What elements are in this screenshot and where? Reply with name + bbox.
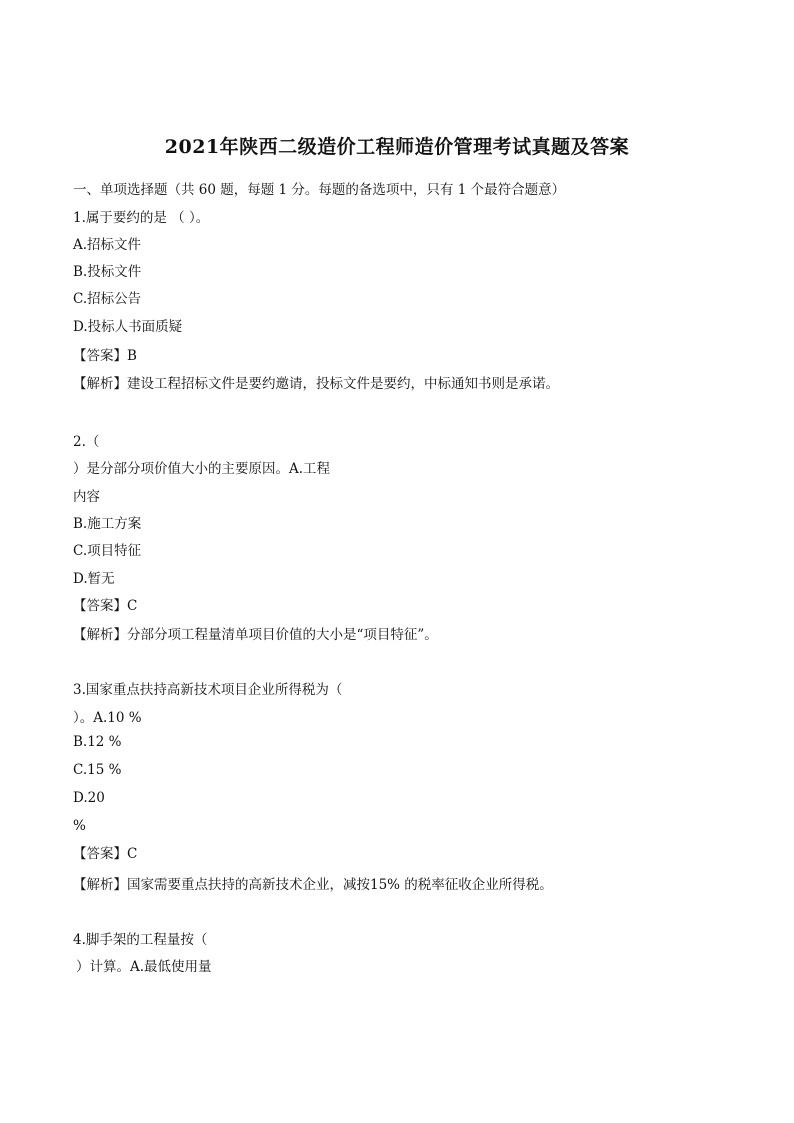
question-3-option-d-unit: % <box>73 818 86 834</box>
question-3-analysis: 【解析】国家需要重点扶持的高新技术企业，减按15% 的税率征收企业所得税。 <box>73 877 553 893</box>
question-1-option-a: A.招标文件 <box>73 237 142 253</box>
question-1-analysis: 【解析】建设工程招标文件是要约邀请，投标文件是要约，中标通知书则是承诺。 <box>73 376 559 392</box>
question-4-stem: 4.脚手架的工程量按（ <box>73 932 208 948</box>
question-1-answer: 【答案】B <box>73 348 137 364</box>
question-3-option-d: D.20 <box>73 790 105 806</box>
question-4-stem-cont: ）计算。A.最低使用量 <box>76 959 212 975</box>
question-1-stem: 1.属于要约的是 （ ）。 <box>73 210 210 226</box>
question-1-option-c: C.招标公告 <box>73 291 142 307</box>
question-2-option-a-cont: 内容 <box>73 489 100 505</box>
page-title: 2021年陕西二级造价工程师造价管理考试真题及答案 <box>164 136 630 158</box>
question-2-option-d: D.暂无 <box>73 571 115 587</box>
question-2-stem-cont: ）是分部分项价值大小的主要原因。A.工程 <box>73 461 331 477</box>
question-3-option-a: ）。A.10 % <box>73 710 142 726</box>
question-2-stem: 2.（ <box>73 434 100 450</box>
question-2-option-c: C.项目特征 <box>73 543 142 559</box>
question-1-option-d: D.投标人书面质疑 <box>73 319 183 335</box>
question-3-option-b: B.12 % <box>73 734 122 750</box>
question-2-answer: 【答案】C <box>73 598 138 614</box>
question-1-option-b: B.投标文件 <box>73 264 142 280</box>
question-3-option-c: C.15 % <box>73 762 122 778</box>
question-3-answer: 【答案】C <box>73 846 138 862</box>
section-heading: 一、单项选择题（共 60 题，每题 1 分。每题的备选项中，只有 1 个最符合题意） <box>73 182 566 198</box>
question-2-option-b: B.施工方案 <box>73 516 142 532</box>
question-2-analysis: 【解析】分部分项工程量清单项目价值的大小是“项目特征”。 <box>73 627 438 643</box>
question-3-stem: 3.国家重点扶持高新技术项目企业所得税为（ <box>73 682 343 698</box>
